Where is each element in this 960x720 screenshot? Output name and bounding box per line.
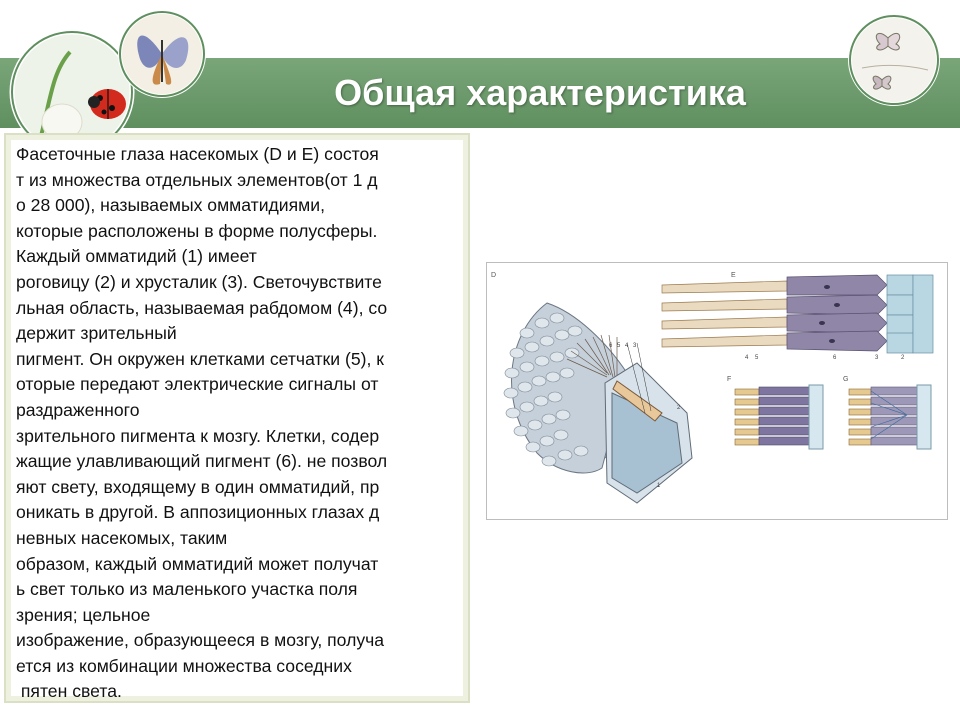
svg-text:4: 4 — [625, 343, 629, 349]
svg-text:2: 2 — [677, 405, 681, 411]
ommatidia-hemisphere — [504, 303, 692, 503]
svg-text:2: 2 — [901, 355, 905, 361]
svg-text:4: 4 — [745, 355, 749, 361]
text-line: Каждый омматидий (1) имеет — [16, 246, 257, 267]
panel-g-letter: G — [843, 376, 849, 383]
text-line: зрительного пигмента к мозгу. Клетки, содер — [16, 425, 380, 446]
text-line: пятен света. — [16, 681, 122, 702]
text-line: жащие улавливающий пигмент (6). не позвол — [16, 451, 388, 472]
text-line: роговицу (2) и хрусталик (3). Светочувствите — [16, 271, 382, 292]
svg-text:6: 6 — [833, 355, 837, 361]
text-line: изображение, образующееся в мозгу, получа — [16, 630, 385, 651]
svg-text:5: 5 — [617, 343, 621, 349]
panel-e-letter: E — [731, 272, 736, 279]
text-line: зрения; цельное — [16, 604, 151, 625]
text-line: ь свет только из маленького участка поля — [16, 579, 358, 600]
butterfly-icon — [112, 4, 212, 104]
svg-text:5: 5 — [755, 355, 759, 361]
svg-text:3: 3 — [633, 343, 637, 349]
text-line: т из множества отдельных элементов(от 1 д — [16, 169, 378, 190]
text-line: которые расположены в форме полусферы. — [16, 220, 378, 241]
text-line: яют свету, входящему в один омматидий, пр — [16, 476, 380, 497]
text-line: льная область, называемая рабдомом (4), со — [16, 297, 388, 318]
text-line: раздраженного — [16, 399, 140, 420]
apposition-eye-panel — [735, 385, 823, 449]
svg-text:3: 3 — [875, 355, 879, 361]
description-text-box — [4, 133, 470, 703]
text-line: оникать в другой. В аппозиционных глазах д — [16, 502, 380, 523]
text-line: оторые передают электрические сигналы от — [16, 374, 379, 395]
text-line: ется из комбинации множества соседних — [16, 655, 352, 676]
compound-eye-diagram — [487, 263, 947, 519]
butterfly-sketch-icon — [842, 8, 946, 112]
svg-text:6: 6 — [609, 343, 613, 349]
superposition-eye-panel — [849, 385, 931, 449]
compound-eye-figure — [486, 262, 948, 520]
text-line: невных насекомых, таким — [16, 527, 228, 548]
panel-d-letter: D — [491, 272, 497, 279]
text-line: о 28 000), называемых омматидиями, — [16, 195, 325, 216]
text-line: образом, каждый омматидий может получат — [16, 553, 379, 574]
text-line: держит зрительный — [16, 323, 177, 344]
panel-f-letter: F — [727, 376, 732, 383]
text-line: Фасеточные глаза насекомых (D и E) состоя — [16, 144, 379, 164]
svg-text:1: 1 — [657, 483, 661, 489]
text-line: пигмент. Он окружен клетками сетчатки (5), к — [16, 348, 384, 369]
ommatidia-longitudinal — [662, 275, 933, 353]
page-title: Общая характеристика — [334, 72, 746, 113]
